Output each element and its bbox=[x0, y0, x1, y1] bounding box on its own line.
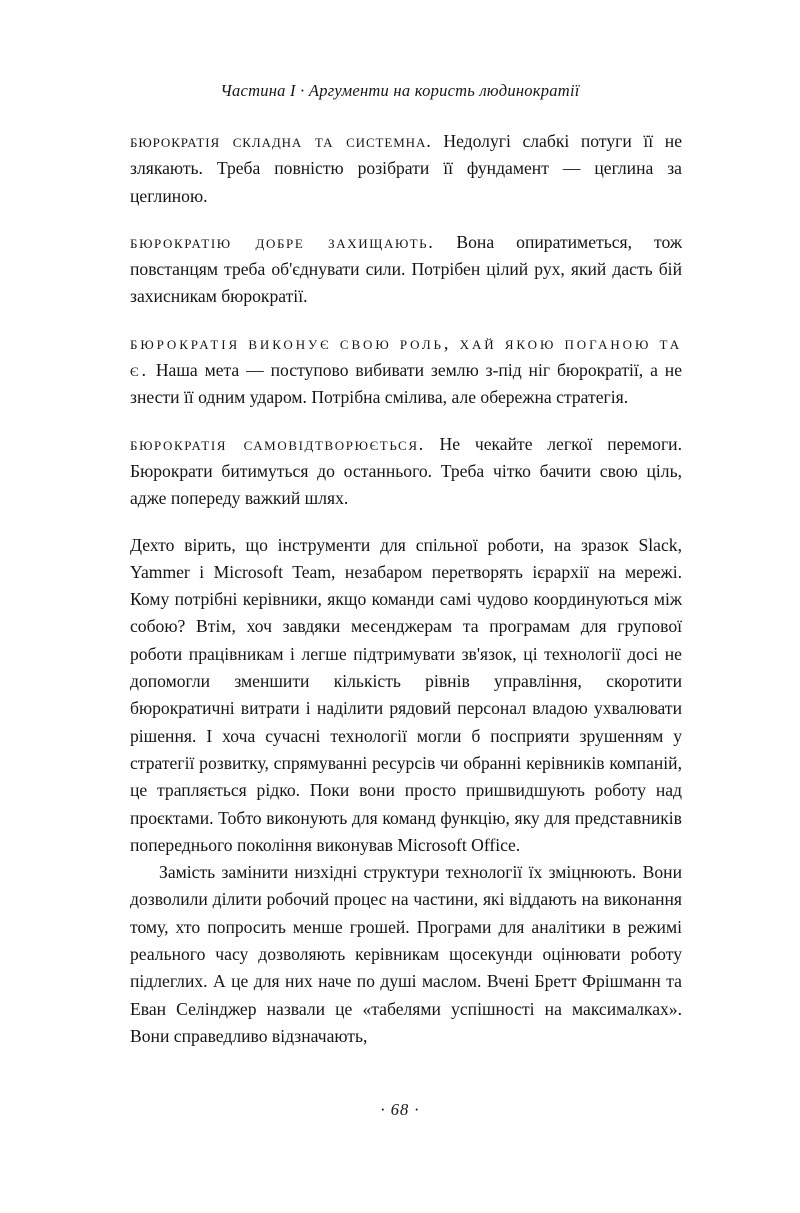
body-paragraph: Дехто вірить, що інструменти для спільної роботи, на зразок Slack, Yammer і Microsoft Team, незабаром перетворять ієрархії на мережі. Кому потрібні керівники, якщо команди самі чудово координуються між собою? Втім, хоч завдяки месенджерам та програмам для групової роботи працівникам і легше підтримувати зв'язок, ці технології досі не допомогли зменшити кількість рівнів управління, скоротити бюрократичні витрати і наділити рядовий персонал владою ухвалювати рішення. І хоча сучасні технології могли б посприяти зрушенням у стратегії розвитку, спрямуванні ресурсів чи обранні керівників компаній, це трапляється рідко. Поки вони просто пришвидшують роботу над проєктами. Тобто виконують для команд функцію, яку для представників попереднього покоління виконував Microsoft Office. bbox=[130, 534, 682, 855]
lead-paragraph bbox=[130, 229, 682, 311]
lead-paragraph-body: Наша мета — поступово вибивати землю з-під ніг бюрократії, а не знести її одним ударом. Потрібна смілива, але обережна стратегія. bbox=[130, 360, 682, 408]
lead-paragraph bbox=[130, 330, 682, 412]
body-paragraph: Замість замінити низхідні структури технології їх зміцнюють. Вони дозволили ділити робочий процес на частини, які віддають на виконання тому, хто попросить менше грошей. Програми для аналітики в режимі реального часу дозволяють керівникам щосекунди оцінювати роботу підлеглих. А це для них наче по душі маслом. Вчені Бретт Фрішманн та Еван Селінджер назвали це «табелями успішності на максималках». Вони справедливо відзначають, bbox=[130, 862, 682, 1046]
running-head: Частина I · Аргументи на користь людинократії bbox=[220, 81, 580, 100]
lead-paragraph-opening-smallcaps: бюрократія самовідтворюється. bbox=[130, 433, 425, 454]
lead-paragraph-opening-smallcaps: бюрократія виконує свою роль, хай якою поганою та є. bbox=[130, 332, 682, 381]
lead-paragraph bbox=[130, 431, 682, 513]
lead-paragraph-body: Недолугі слабкі потуги її не злякають. Треба повністю розібрати її фундамент — цеглина за цеглиною. bbox=[130, 131, 683, 206]
lead-paragraph-body: Не чекайте легкої перемоги. Бюрократи битимуться до останнього. Треба чітко бачити свою ціль, адже попереду важкий шлях. bbox=[130, 433, 682, 509]
lead-paragraph-body: Вона опиратиметься, тож повстанцям треба об'єднувати сили. Потрібен цілий рух, який дасть бій захисникам бюрократії. bbox=[130, 231, 682, 307]
lead-paragraph-opening-smallcaps: бюрократія складна та системна. bbox=[130, 131, 432, 151]
lead-paragraph-opening-smallcaps: бюрократію добре захищають. bbox=[130, 231, 435, 252]
lead-paragraph bbox=[130, 128, 682, 210]
text-block bbox=[130, 128, 682, 1050]
page-folio: · 68 · bbox=[380, 1100, 420, 1119]
